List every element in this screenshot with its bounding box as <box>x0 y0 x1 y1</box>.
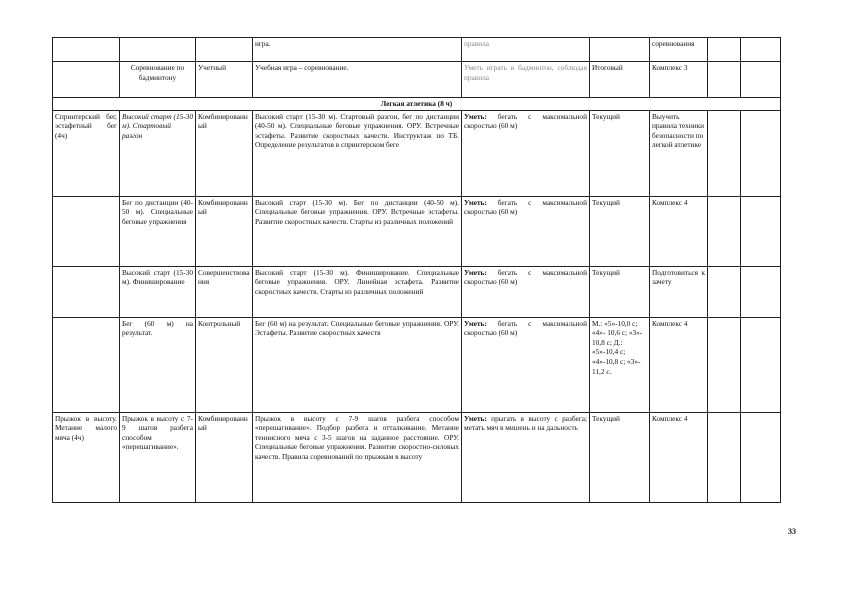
requirements <box>462 110 590 196</box>
table-cell <box>53 196 120 266</box>
table-cell <box>53 38 120 62</box>
lesson-topic: Прыжок в высоту с 7-9 шагов разбега способом «перешагивание». <box>120 412 196 502</box>
lesson-topic: Бег по дистанции (40-50 м). Специальные беговые упражнения <box>120 196 196 266</box>
table-cell <box>741 62 781 98</box>
table-row <box>53 196 781 266</box>
table-row <box>53 412 781 502</box>
lesson-type: Комбинированный <box>196 110 253 196</box>
table-row <box>53 110 781 196</box>
table-cell <box>741 266 781 317</box>
requirement-text: прыгать в высоту с разбега; метать мяч в мишень и на дальность <box>464 413 587 433</box>
homework: Комплекс 4 <box>650 317 708 412</box>
homework: Выучить правила техники безопасности по легкой атлетике <box>650 110 708 196</box>
table-row <box>53 38 781 62</box>
table-row <box>53 317 781 412</box>
table-row <box>53 62 781 98</box>
lesson-type: Учетный <box>196 62 253 98</box>
homework: Подготовиться к зачету <box>650 266 708 317</box>
requirements <box>462 317 590 412</box>
lesson-content: Высокий старт (15-30 м). Стартовый разгон, бег по дистанции (40-50 м). Специальные беговые упражнения. ОРУ. Встречные эстафеты. Развитие скоростных качеств. Инструктаж по ТБ. Определение результатов в спринтерском беге <box>253 110 462 196</box>
table-cell <box>708 62 741 98</box>
lesson-content: Учебная игра – соревнование. <box>253 62 462 98</box>
requirements: Уметь играть в бадминтон, соблюдая правила <box>462 62 590 98</box>
control-type: Текущий <box>590 110 650 196</box>
requirement-label: Уметь: <box>464 197 487 207</box>
table-row <box>53 266 781 317</box>
homework: Комплекс 3 <box>650 62 708 98</box>
table-cell <box>708 412 741 502</box>
requirement-label: Уметь: <box>464 413 487 423</box>
requirement-label: Уметь: <box>464 267 487 277</box>
requirement-text: бегать с максимальной скоростью (60 м) <box>464 197 587 217</box>
lesson-topic: Бег (60 м) на результат. <box>120 317 196 412</box>
lesson-type: Комбинированный <box>196 196 253 266</box>
grading-norms: М.: «5»-10,0 с; «4»- 10,6 с; «3»- 10,8 с; Д.: «5»-10,4 с; «4»-10,8 с; «3»- 11,2 с. <box>590 317 650 412</box>
requirement-label: Уметь: <box>464 111 487 121</box>
lesson-content: Прыжок в высоту с 7-9 шагов разбега способом «перешагивание». Подбор разбега и отталкивание. Метание теннисного мяча с 3-5 шагов на заданное расстояние. ОРУ. Специальные беговые упражнения. Развитие скоростно-силовых качеств. Правила соревнований по прыжкам в высоту <box>253 412 462 502</box>
lesson-content: Высокий старт (15-30 м). Бег по дистанции (40-50 м). Специальные беговые упражнения. ОРУ. Встречные эстафеты. Развитие скоростных качеств. Старты из различных положений <box>253 196 462 266</box>
table-cell <box>708 317 741 412</box>
requirement-text: бегать с максимальной скоростью (60 м) <box>464 111 587 131</box>
page-number: 33 <box>788 527 796 536</box>
control-type: Текущий <box>590 266 650 317</box>
table-cell <box>53 266 120 317</box>
requirement-label: Уметь: <box>464 318 487 328</box>
requirement-text: бегать с максимальной скоростью (60 м) <box>464 318 587 338</box>
homework: Комплекс 4 <box>650 412 708 502</box>
table-cell <box>708 266 741 317</box>
table-cell <box>196 38 253 62</box>
table-cell <box>741 196 781 266</box>
lesson-content: игра. <box>253 38 462 62</box>
control-type: Текущий <box>590 412 650 502</box>
lesson-topic: Соревнование по бадминтону <box>120 62 196 98</box>
table-cell <box>708 110 741 196</box>
section-header-row <box>53 98 781 111</box>
lesson-type: Комбинированный <box>196 412 253 502</box>
lesson-type: Контрольный <box>196 317 253 412</box>
control-type: Итоговый <box>590 62 650 98</box>
lesson-topic: Высокий старт (15-30 м). Стартовый разгон <box>120 110 196 196</box>
lesson-type: Совершенствования <box>196 266 253 317</box>
section-title: Легкая атлетика (8 ч) <box>53 98 781 111</box>
requirements <box>462 412 590 502</box>
lesson-topic: Высокий старт (15-30 м). Финиширование <box>120 266 196 317</box>
table-cell <box>53 62 120 98</box>
table-cell <box>741 38 781 62</box>
table-cell <box>708 38 741 62</box>
requirements: правила <box>462 38 590 62</box>
lesson-content: Бег (60 м) на результат. Специальные беговые упражнения. ОРУ. Эстафеты. Развитие скоростных качеств <box>253 317 462 412</box>
table-cell <box>590 38 650 62</box>
table-cell <box>741 317 781 412</box>
homework: соревнования <box>650 38 708 62</box>
table-cell <box>53 317 120 412</box>
lesson-plan-table <box>52 37 781 503</box>
lesson-content: Высокий старт (15-30 м). Финиширование. Специальные беговые упражнения. ОРУ. Линейная эстафета. Развитие скоростных качеств. Старты из различных положений <box>253 266 462 317</box>
table-cell <box>741 412 781 502</box>
table-cell <box>120 38 196 62</box>
control-type: Текущий <box>590 196 650 266</box>
unit-title: Спринтерский бег, эстафетный бег (4ч) <box>53 110 120 196</box>
requirements <box>462 196 590 266</box>
table-cell <box>741 110 781 196</box>
unit-title: Прыжок в высоту. Метание малого мяча (4ч) <box>53 412 120 502</box>
table-cell <box>708 196 741 266</box>
requirement-text: бегать с максимальной скоростью (60 м) <box>464 267 587 287</box>
requirements <box>462 266 590 317</box>
homework: Комплекс 4 <box>650 196 708 266</box>
